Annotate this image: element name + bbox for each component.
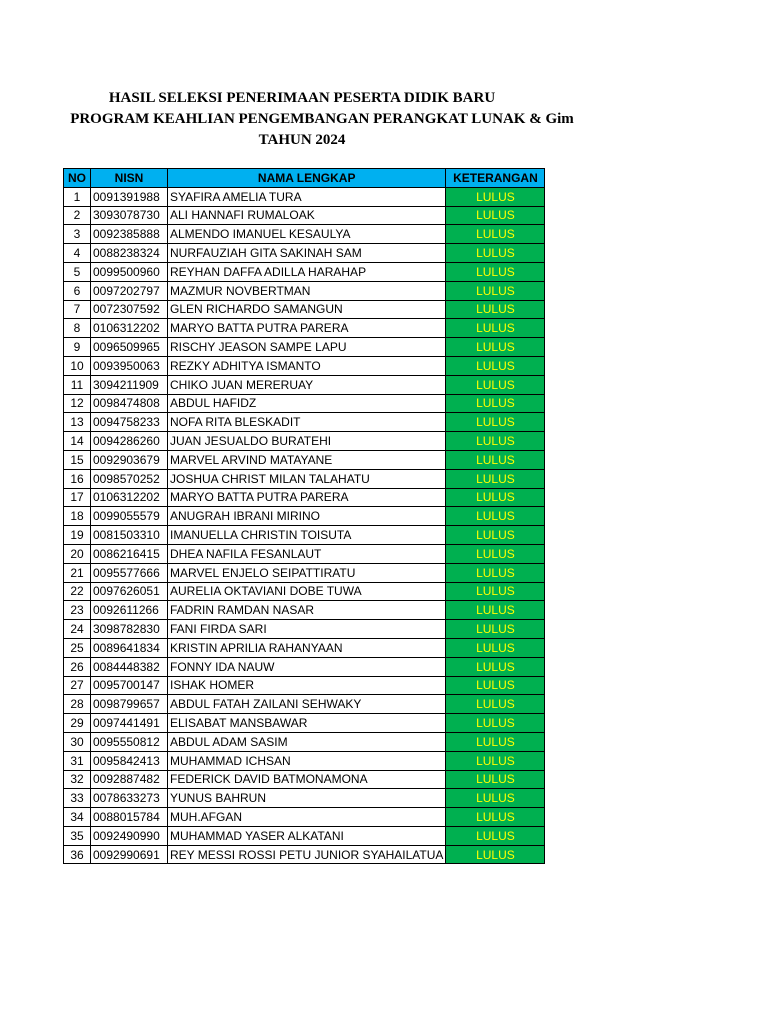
- row-nama: JUAN JESUALDO BURATEHI: [168, 432, 446, 451]
- table-row: [64, 544, 545, 563]
- row-keterangan: LULUS: [446, 319, 545, 338]
- row-nama: CHIKO JUAN MERERUAY: [168, 375, 446, 394]
- row-no: 4: [64, 244, 91, 263]
- row-keterangan: LULUS: [446, 507, 545, 526]
- row-no: 30: [64, 732, 91, 751]
- row-nisn: 0094758233: [91, 413, 168, 432]
- row-nama: FADRIN RAMDAN NASAR: [168, 601, 446, 620]
- row-keterangan: LULUS: [446, 338, 545, 357]
- row-nama: AURELIA OKTAVIANI DOBE TUWA: [168, 582, 446, 601]
- table-row: [64, 244, 545, 263]
- row-nama: ALMENDO IMANUEL KESAULYA: [168, 225, 446, 244]
- row-nama: ANUGRAH IBRANI MIRINO: [168, 507, 446, 526]
- row-nisn: 0098570252: [91, 469, 168, 488]
- row-keterangan: LULUS: [446, 432, 545, 451]
- row-nama: ALI HANNAFI RUMALOAK: [168, 206, 446, 225]
- row-nisn: 0092903679: [91, 450, 168, 469]
- row-no: 27: [64, 676, 91, 695]
- row-keterangan: LULUS: [446, 789, 545, 808]
- row-keterangan: LULUS: [446, 187, 545, 206]
- table-row: [64, 488, 545, 507]
- row-nisn: 0086216415: [91, 544, 168, 563]
- row-nama: IMANUELLA CHRISTIN TOISUTA: [168, 526, 446, 545]
- row-nisn: 0098799657: [91, 695, 168, 714]
- table-row: [64, 432, 545, 451]
- row-nisn: 0096509965: [91, 338, 168, 357]
- row-keterangan: LULUS: [446, 544, 545, 563]
- row-nisn: 0095842413: [91, 751, 168, 770]
- row-nisn: 3094211909: [91, 375, 168, 394]
- row-no: 6: [64, 281, 91, 300]
- table-row: [64, 751, 545, 770]
- row-keterangan: LULUS: [446, 695, 545, 714]
- row-nama: DHEA NAFILA FESANLAUT: [168, 544, 446, 563]
- row-nama: GLEN RICHARDO SAMANGUN: [168, 300, 446, 319]
- table-row: [64, 338, 545, 357]
- row-nisn: 0095577666: [91, 563, 168, 582]
- table-header-row: [64, 169, 545, 188]
- table-row: [64, 638, 545, 657]
- row-keterangan: LULUS: [446, 375, 545, 394]
- table-row: [64, 319, 545, 338]
- row-nisn: 0099500960: [91, 262, 168, 281]
- row-no: 2: [64, 206, 91, 225]
- row-no: 14: [64, 432, 91, 451]
- row-keterangan: LULUS: [446, 206, 545, 225]
- row-nisn: 0094286260: [91, 432, 168, 451]
- row-nama: FONNY IDA NAUW: [168, 657, 446, 676]
- row-keterangan: LULUS: [446, 244, 545, 263]
- row-nama: REY MESSI ROSSI PETU JUNIOR SYAHAILATUA: [168, 845, 446, 864]
- row-nama: MUHAMMAD YASER ALKATANI: [168, 826, 446, 845]
- table-row: [64, 206, 545, 225]
- row-nama: ABDUL FATAH ZAILANI SEHWAKY: [168, 695, 446, 714]
- row-no: 11: [64, 375, 91, 394]
- row-nisn: 0084448382: [91, 657, 168, 676]
- row-keterangan: LULUS: [446, 714, 545, 733]
- table-row: [64, 695, 545, 714]
- row-keterangan: LULUS: [446, 638, 545, 657]
- table-row: [64, 375, 545, 394]
- row-no: 25: [64, 638, 91, 657]
- row-nisn: 0088015784: [91, 808, 168, 827]
- table-row: [64, 507, 545, 526]
- row-no: 33: [64, 789, 91, 808]
- row-keterangan: LULUS: [446, 676, 545, 695]
- row-nama: YUNUS BAHRUN: [168, 789, 446, 808]
- table-row: [64, 413, 545, 432]
- row-no: 16: [64, 469, 91, 488]
- row-nama: SYAFIRA AMELIA TURA: [168, 187, 446, 206]
- row-no: 22: [64, 582, 91, 601]
- row-no: 1: [64, 187, 91, 206]
- row-no: 28: [64, 695, 91, 714]
- table-row: [64, 826, 545, 845]
- row-no: 29: [64, 714, 91, 733]
- row-nisn: 0098474808: [91, 394, 168, 413]
- row-nama: MARYO BATTA PUTRA PARERA: [168, 488, 446, 507]
- row-no: 34: [64, 808, 91, 827]
- row-nama: MARYO BATTA PUTRA PARERA: [168, 319, 446, 338]
- row-nama: FANI FIRDA SARI: [168, 620, 446, 639]
- row-nama: FEDERICK DAVID BATMONAMONA: [168, 770, 446, 789]
- table-row: [64, 469, 545, 488]
- row-keterangan: LULUS: [446, 488, 545, 507]
- row-nisn: 0093950063: [91, 356, 168, 375]
- header-nama: NAMA LENGKAP: [168, 169, 446, 188]
- table-row: [64, 620, 545, 639]
- row-no: 19: [64, 526, 91, 545]
- row-no: 23: [64, 601, 91, 620]
- row-nama: MUH.AFGAN: [168, 808, 446, 827]
- row-keterangan: LULUS: [446, 770, 545, 789]
- results-table: [63, 168, 545, 864]
- row-nisn: 0078633273: [91, 789, 168, 808]
- row-no: 26: [64, 657, 91, 676]
- row-nama: MAZMUR NOVBERTMAN: [168, 281, 446, 300]
- row-nama: MARVEL ARVIND MATAYANE: [168, 450, 446, 469]
- header-keterangan: KETERANGAN: [446, 169, 545, 188]
- row-keterangan: LULUS: [446, 394, 545, 413]
- row-no: 10: [64, 356, 91, 375]
- row-no: 20: [64, 544, 91, 563]
- row-nisn: 0092887482: [91, 770, 168, 789]
- year-title: TAHUN 2024: [258, 132, 346, 148]
- row-keterangan: LULUS: [446, 526, 545, 545]
- row-nama: REYHAN DAFFA ADILLA HARAHAP: [168, 262, 446, 281]
- row-nisn: 0106312202: [91, 488, 168, 507]
- row-nisn: 0092611266: [91, 601, 168, 620]
- row-nama: NOFA RITA BLESKADIT: [168, 413, 446, 432]
- table-row: [64, 808, 545, 827]
- row-no: 35: [64, 826, 91, 845]
- header-no: NO: [64, 169, 91, 188]
- table-row: [64, 526, 545, 545]
- table-row: [64, 187, 545, 206]
- table-row: [64, 601, 545, 620]
- row-no: 18: [64, 507, 91, 526]
- row-keterangan: LULUS: [446, 808, 545, 827]
- row-no: 7: [64, 300, 91, 319]
- table-row: [64, 582, 545, 601]
- row-nisn: 0095550812: [91, 732, 168, 751]
- row-nisn: 0099055579: [91, 507, 168, 526]
- row-nisn: 0092990691: [91, 845, 168, 864]
- row-no: 32: [64, 770, 91, 789]
- table-row: [64, 657, 545, 676]
- row-nama: ABDUL HAFIDZ: [168, 394, 446, 413]
- row-keterangan: LULUS: [446, 262, 545, 281]
- row-nisn: 3098782830: [91, 620, 168, 639]
- row-nisn: 0095700147: [91, 676, 168, 695]
- row-keterangan: LULUS: [446, 469, 545, 488]
- row-nama: JOSHUA CHRIST MILAN TALAHATU: [168, 469, 446, 488]
- row-nisn: 0097441491: [91, 714, 168, 733]
- row-nama: MARVEL ENJELO SEIPATTIRATU: [168, 563, 446, 582]
- row-no: 36: [64, 845, 91, 864]
- table-row: [64, 281, 545, 300]
- row-nama: NURFAUZIAH GITA SAKINAH SAM: [168, 244, 446, 263]
- row-keterangan: LULUS: [446, 732, 545, 751]
- table-row: [64, 770, 545, 789]
- row-nama: RISCHY JEASON SAMPE LAPU: [168, 338, 446, 357]
- row-no: 17: [64, 488, 91, 507]
- row-nisn: 0089641834: [91, 638, 168, 657]
- row-nisn: 0097626051: [91, 582, 168, 601]
- row-no: 12: [64, 394, 91, 413]
- row-nisn: 0106312202: [91, 319, 168, 338]
- row-no: 5: [64, 262, 91, 281]
- row-nama: KRISTIN APRILIA RAHANYAAN: [168, 638, 446, 657]
- row-keterangan: LULUS: [446, 413, 545, 432]
- table-row: [64, 394, 545, 413]
- document-title: HASIL SELEKSI PENERIMAAN PESERTA DIDIK BARU: [108, 90, 496, 106]
- row-no: 24: [64, 620, 91, 639]
- row-keterangan: LULUS: [446, 225, 545, 244]
- row-keterangan: LULUS: [446, 563, 545, 582]
- table-row: [64, 225, 545, 244]
- table-row: [64, 789, 545, 808]
- row-nama: MUHAMMAD ICHSAN: [168, 751, 446, 770]
- row-nisn: 0092385888: [91, 225, 168, 244]
- row-nama: ABDUL ADAM SASIM: [168, 732, 446, 751]
- table-row: [64, 262, 545, 281]
- header-nisn: NISN: [91, 169, 168, 188]
- table-row: [64, 845, 545, 864]
- row-no: 3: [64, 225, 91, 244]
- row-no: 15: [64, 450, 91, 469]
- row-keterangan: LULUS: [446, 845, 545, 864]
- row-nisn: 0092490990: [91, 826, 168, 845]
- row-no: 8: [64, 319, 91, 338]
- row-nama: ELISABAT MANSBAWAR: [168, 714, 446, 733]
- table-row: [64, 676, 545, 695]
- table-row: [64, 714, 545, 733]
- program-title: PROGRAM KEAHLIAN PENGEMBANGAN PERANGKAT LUNAK & Gim: [70, 111, 574, 127]
- row-nama: ISHAK HOMER: [168, 676, 446, 695]
- row-no: 9: [64, 338, 91, 357]
- table-row: [64, 732, 545, 751]
- row-nisn: 3093078730: [91, 206, 168, 225]
- row-keterangan: LULUS: [446, 601, 545, 620]
- row-keterangan: LULUS: [446, 300, 545, 319]
- row-nisn: 0081503310: [91, 526, 168, 545]
- row-nisn: 0088238324: [91, 244, 168, 263]
- row-no: 21: [64, 563, 91, 582]
- table-row: [64, 450, 545, 469]
- row-nama: REZKY ADHITYA ISMANTO: [168, 356, 446, 375]
- row-nisn: 0097202797: [91, 281, 168, 300]
- table-row: [64, 356, 545, 375]
- row-nisn: 0072307592: [91, 300, 168, 319]
- row-no: 31: [64, 751, 91, 770]
- row-keterangan: LULUS: [446, 450, 545, 469]
- table-row: [64, 300, 545, 319]
- row-keterangan: LULUS: [446, 281, 545, 300]
- row-nisn: 0091391988: [91, 187, 168, 206]
- row-keterangan: LULUS: [446, 657, 545, 676]
- table-row: [64, 563, 545, 582]
- row-keterangan: LULUS: [446, 751, 545, 770]
- row-keterangan: LULUS: [446, 356, 545, 375]
- row-keterangan: LULUS: [446, 582, 545, 601]
- row-keterangan: LULUS: [446, 620, 545, 639]
- row-keterangan: LULUS: [446, 826, 545, 845]
- row-no: 13: [64, 413, 91, 432]
